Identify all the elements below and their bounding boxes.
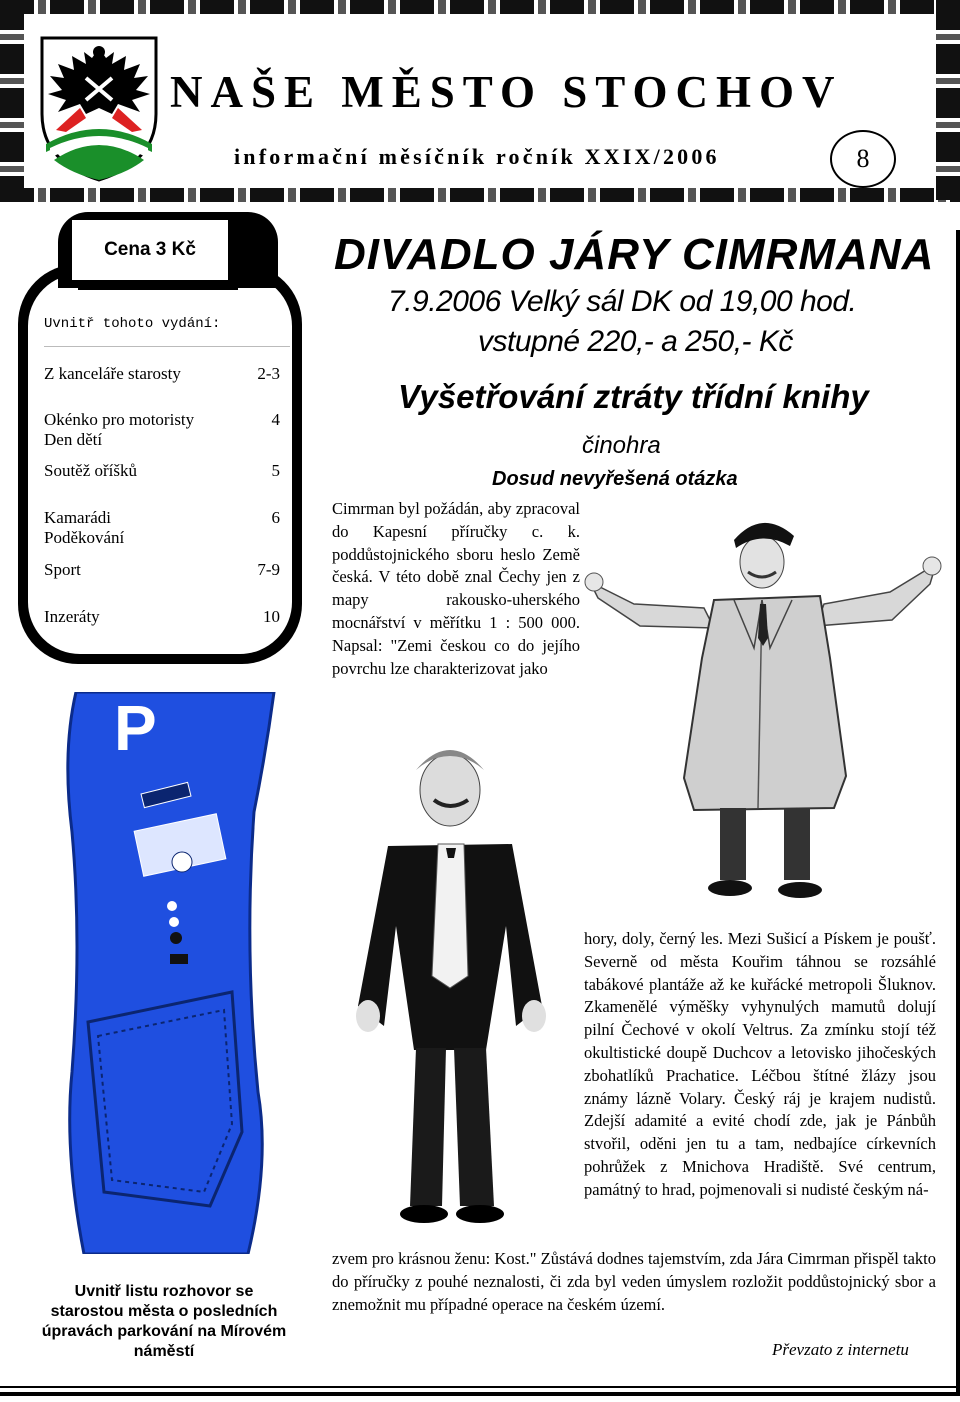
parking-machine-photo bbox=[42, 692, 278, 1254]
issue-number: 8 bbox=[830, 130, 896, 188]
toc-item-label: Kamarádi Poděkování bbox=[44, 508, 125, 547]
toc-item-label: Z kanceláře starosty bbox=[44, 364, 181, 383]
toc-item bbox=[44, 461, 284, 483]
toc-item-label: Soutěž oříšků bbox=[44, 461, 138, 480]
masthead-border-left bbox=[0, 0, 24, 200]
toc-item-page: 5 bbox=[271, 461, 280, 480]
toc-item bbox=[44, 607, 284, 629]
masthead-border-top bbox=[0, 0, 960, 14]
toc-item-label: Inzeráty bbox=[44, 607, 100, 626]
article-text-col1: Cimrman byl požádán, aby zpracoval do Kapesní příručky c. k. poddůstojnického sboru heslo Země česká. V této době znal Čechy jen z mapy rakousko-uherského mocnářství v měřítku 1 : 500 000. Napsal: "Zemi českou co do jejího povrchu lze charakterizovat jako bbox=[332, 499, 580, 678]
toc-divider bbox=[44, 346, 290, 347]
newsletter-title: NAŠE MĚSTO STOCHOV bbox=[170, 67, 843, 117]
article-subheading: Dosud nevyřešená otázka bbox=[492, 468, 738, 490]
article-credit: Převzato z internetu bbox=[772, 1340, 909, 1359]
masthead-border-bottom bbox=[0, 188, 960, 202]
toc-heading: Uvnitř tohoto vydání: bbox=[44, 316, 221, 332]
article-price-line: vstupné 220,- a 250,- Kč bbox=[478, 325, 793, 358]
toc-item bbox=[44, 508, 284, 550]
masthead-border-right bbox=[936, 0, 960, 200]
toc-item-page: 7-9 bbox=[257, 560, 280, 579]
page-frame-right bbox=[956, 230, 960, 1396]
parking-sign-letter: P bbox=[114, 692, 157, 764]
toc-item bbox=[44, 410, 284, 452]
cimrman-photo bbox=[584, 508, 942, 912]
article-play-title: Vyšetřování ztráty třídní knihy bbox=[398, 378, 869, 415]
article-text-col3: zvem pro krásnou ženu: Kost." Zůstává dodnes tajemstvím, zda Jára Cimrman přispěl takto do příručky z pouhé neznalosti, či zda byl veden úmyslem rozložit poddůstojnický sbor a znemožnit mu případné operace na českém území. bbox=[332, 1249, 936, 1314]
toc-item bbox=[44, 364, 284, 386]
toc-item-page: 4 bbox=[271, 410, 280, 429]
article-text-col2: hory, doly, černý les. Mezi Sušicí a Pískem je poušť. Severně od města Kouřim táhnou se rozsáhlé tabákové plantáže až ke kuřácké metropoli Šluknov. Zkamenělé výměšky vyhynulých mamutů dolují pilní Čechové v okolí Veltrus. Za zmínku stojí též okultistické doupě Duchcov a letovisko jihočeských zbohatlíků Prachatice. Léčbou štítné žlázy jsou známy lázně Volary. Český ráj je krajem nudistů. Zdejší adamité a evité chodí zde, jak je Pánbůh stvořil, oděni jen tu a tam, nedbajíce církevních pohrůžek z Mnichova Hradiště. Své centrum, památný to hrad, pojmenovali si nudisté českým ná- bbox=[584, 929, 936, 1199]
toc-item bbox=[44, 560, 284, 582]
article-genre: činohra bbox=[582, 432, 661, 459]
parking-caption: Uvnitř listu rozhovor se starostou města o posledních úpravách parkování na Mírovém náměstí bbox=[41, 1283, 287, 1360]
article-theatre-heading: DIVADLO JÁRY CIMRMANA bbox=[334, 230, 935, 279]
toc-item-page: 6 bbox=[271, 508, 280, 527]
toc-item-page: 2-3 bbox=[257, 364, 280, 383]
coat-of-arms-icon bbox=[36, 34, 162, 184]
page-frame-bottom bbox=[0, 1392, 960, 1396]
toc-item-label: Sport bbox=[44, 560, 81, 579]
toc-item-label: Okénko pro motoristy Den dětí bbox=[44, 410, 195, 449]
price-label: Cena 3 Kč bbox=[70, 218, 230, 282]
newsletter-subtitle: informační měsíčník ročník XXIX/2006 bbox=[234, 144, 720, 169]
actor-photo bbox=[318, 726, 586, 1230]
article-date-line: 7.9.2006 Velký sál DK od 19,00 hod. bbox=[388, 285, 857, 318]
toc-item-page: 10 bbox=[263, 607, 280, 626]
page-frame-bottom-thin bbox=[0, 1386, 956, 1388]
